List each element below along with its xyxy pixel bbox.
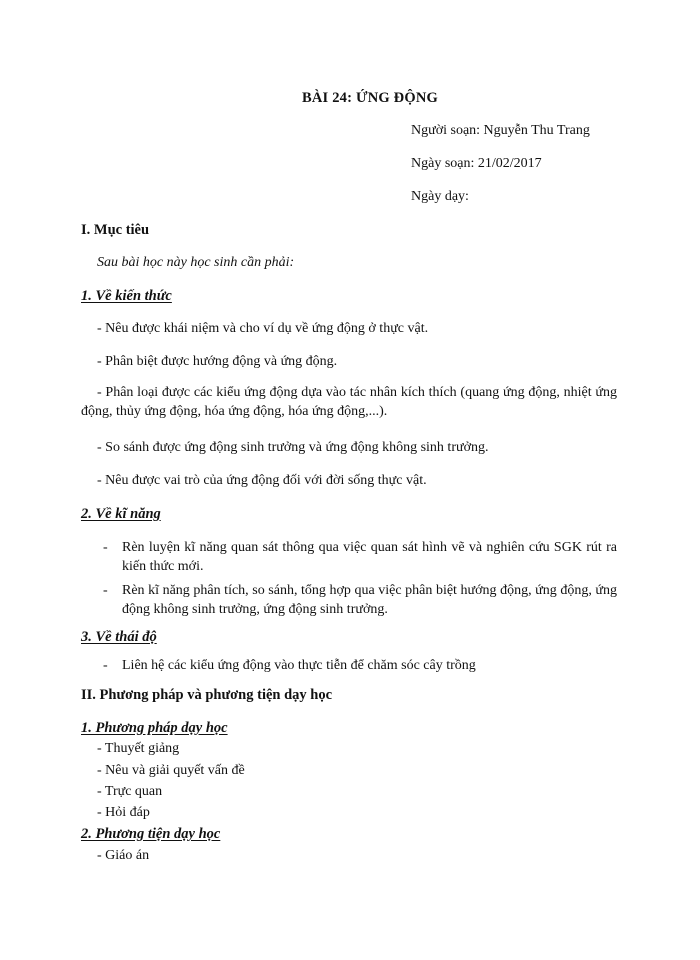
- means-heading: 2. Phương tiện dạy học: [81, 826, 221, 842]
- section-methods-heading: II. Phương pháp và phương tiện dạy học: [81, 687, 333, 703]
- skills-item-text: Rèn kĩ năng phân tích, so sánh, tổng hợp qua việc phân biệt hướng động, ứng động, ứng động không sinh trưởng, ứng động sinh trưởng.: [122, 583, 617, 617]
- knowledge-item-2: - Phân biệt được hướng động và ứng động.: [97, 354, 338, 369]
- date-taught-line: Ngày dạy:: [411, 189, 469, 204]
- attitude-heading: 3. Về thái độ: [81, 629, 157, 645]
- date-prepared-line: Ngày soạn: 21/02/2017: [411, 156, 542, 171]
- objectives-intro: Sau bài học này học sinh cần phải:: [97, 255, 295, 270]
- bullet-dash: -: [103, 658, 108, 673]
- skills-item-2: [103, 581, 617, 621]
- methods-item-1: - Thuyết giảng: [97, 741, 180, 756]
- knowledge-item-1: - Nêu được khái niệm và cho ví dụ về ứng động ở thực vật.: [97, 321, 429, 336]
- section-objectives-heading: I. Mục tiêu: [81, 222, 150, 238]
- knowledge-item-3: - Phân loại được các kiểu ứng động dựa vào tác nhân kích thích (quang ứng động, nhiệt ứng động, thủy ứng động, hóa ứng động, hóa ứng động,...).: [81, 385, 617, 419]
- bullet-dash: -: [103, 540, 108, 555]
- methods-heading: 1. Phương pháp dạy học: [81, 720, 228, 736]
- attitude-item-text: Liên hệ các kiểu ứng động vào thực tiễn để chăm sóc cây trồng: [122, 658, 476, 673]
- attitude-item-1: [103, 656, 617, 676]
- lesson-title: BÀI 24: ỨNG ĐỘNG: [302, 90, 438, 106]
- methods-item-2: - Nêu và giải quyết vấn đề: [97, 763, 245, 778]
- knowledge-item-5: - Nêu được vai trò của ứng động đối với đời sống thực vật.: [97, 473, 427, 488]
- bullet-dash: -: [103, 583, 108, 598]
- skills-item-text: Rèn luyện kĩ năng quan sát thông qua việc quan sát hình vẽ và nghiên cứu SGK rút ra kiến thức mới.: [122, 540, 617, 574]
- author-line: Người soạn: Nguyễn Thu Trang: [411, 123, 590, 138]
- methods-item-3: - Trực quan: [97, 784, 163, 799]
- knowledge-item-4: - So sánh được ứng động sinh trưởng và ứng động không sinh trưởng.: [97, 440, 489, 455]
- skills-item-1: [103, 538, 617, 578]
- knowledge-heading: 1. Về kiến thức: [81, 288, 172, 304]
- methods-item-4: - Hỏi đáp: [97, 805, 150, 820]
- means-item-1: - Giáo án: [97, 848, 150, 863]
- skills-heading: 2. Về kĩ năng: [81, 506, 161, 522]
